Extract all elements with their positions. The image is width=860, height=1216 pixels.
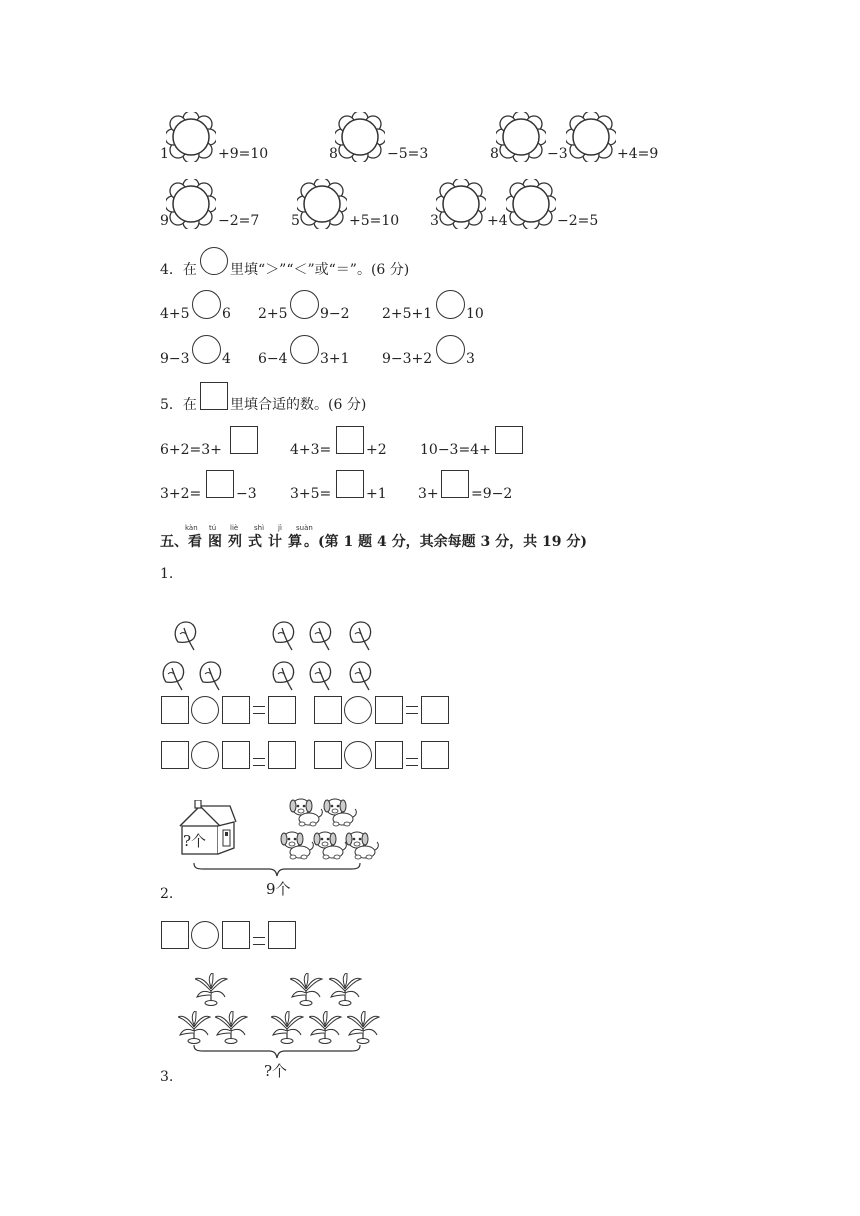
- answer-box-input[interactable]: [495, 426, 523, 454]
- equals-sign: [253, 937, 265, 945]
- q3-r1-i3-pre: 8: [490, 146, 499, 162]
- q4-r1-right: 10: [466, 306, 484, 322]
- q5-title-post: 里填合适的数。(6 分): [230, 397, 367, 413]
- q4-r2-left: 9−3: [160, 351, 190, 367]
- potted-plant-icon: [290, 973, 324, 1007]
- q5-r2-left: 3+5=: [290, 486, 332, 502]
- flower-circle-icon[interactable]: [496, 112, 546, 162]
- operator-circle-input[interactable]: [344, 741, 372, 769]
- title-char: 算: [288, 534, 302, 550]
- potted-plant-icon: [309, 1011, 343, 1045]
- potted-plant-icon: [195, 973, 229, 1007]
- q4-r1-right: 6: [222, 306, 231, 322]
- answer-box-input[interactable]: [230, 426, 258, 454]
- q5-r2-left: 3+2=: [160, 486, 202, 502]
- pinyin: shì: [254, 524, 265, 532]
- q4-r2-right: 4: [222, 351, 231, 367]
- potted-plant-icon: [347, 1011, 381, 1045]
- q5-r2-right: =9−2: [471, 486, 513, 502]
- answer-box-input[interactable]: [268, 741, 296, 769]
- flower-circle-icon[interactable]: [166, 179, 216, 229]
- operator-circle-input[interactable]: [191, 741, 219, 769]
- q4-r1-left: 2+5: [258, 306, 288, 322]
- answer-box-input[interactable]: [336, 470, 364, 498]
- answer-box-input[interactable]: [421, 741, 449, 769]
- equals-sign: [253, 758, 265, 766]
- q3-r2-i2-post: +5=10: [349, 213, 400, 229]
- q4-r2-right: 3: [466, 351, 475, 367]
- dog-icon: [321, 795, 359, 829]
- q3-r2-i1-pre: 9: [160, 213, 169, 229]
- q3-r1-i1-pre: 1: [160, 146, 169, 162]
- answer-box-input[interactable]: [222, 741, 250, 769]
- answer-box-input[interactable]: [421, 696, 449, 724]
- compare-circle-input[interactable]: [290, 335, 319, 364]
- operator-circle-input[interactable]: [344, 696, 372, 724]
- operator-circle-input[interactable]: [191, 921, 219, 949]
- equals-sign: [406, 706, 418, 714]
- brace-icon: [193, 862, 361, 878]
- answer-box-input[interactable]: [375, 741, 403, 769]
- q4-r2-right: 3+1: [320, 351, 350, 367]
- answer-box-input[interactable]: [441, 470, 469, 498]
- leaf-icon: [307, 620, 337, 654]
- q3-r2-i3-post: −2=5: [557, 213, 599, 229]
- answer-box-input[interactable]: [268, 921, 296, 949]
- q5-r1-left: 6+2=3+: [160, 442, 222, 458]
- answer-box-input[interactable]: [268, 696, 296, 724]
- q3-r1-i2-pre: 8: [329, 146, 338, 162]
- q4-r2-left: 6−4: [258, 351, 288, 367]
- q5-r2-right: −3: [236, 486, 257, 502]
- brace-icon: [193, 1044, 361, 1060]
- leaf-icon: [172, 620, 202, 654]
- leaf-icon: [160, 660, 190, 694]
- q3-total: ?个: [264, 1062, 288, 1080]
- q4-r1-left: 4+5: [160, 306, 190, 322]
- section-prefix: 五、: [160, 534, 188, 550]
- answer-box-input[interactable]: [222, 696, 250, 724]
- q2-label: 2.: [160, 886, 174, 902]
- flower-circle-icon[interactable]: [506, 179, 556, 229]
- answer-box-input[interactable]: [222, 921, 250, 949]
- dog-icon: [287, 795, 325, 829]
- section-suffix: 。(第 1 题 4 分，其余每题 3 分，共 19 分): [304, 534, 587, 550]
- flower-circle-icon[interactable]: [297, 179, 347, 229]
- answer-box-input[interactable]: [161, 741, 189, 769]
- q5-r1-left: 4+3=: [290, 442, 332, 458]
- pinyin: jì: [278, 524, 282, 532]
- equals-sign: [253, 706, 265, 714]
- q2-total: 9个: [266, 880, 291, 898]
- answer-box-icon: [200, 382, 228, 410]
- title-char: 列: [228, 534, 242, 550]
- compare-circle-input[interactable]: [192, 335, 221, 364]
- leaf-icon: [307, 660, 337, 694]
- compare-circle-icon: [200, 247, 228, 275]
- pinyin: tú: [209, 524, 217, 532]
- section-title: [160, 534, 587, 550]
- pinyin: suàn: [296, 524, 313, 532]
- q5-r1-right: +2: [366, 442, 387, 458]
- dog-icon: [343, 828, 381, 862]
- q5-r2-right: +1: [366, 486, 387, 502]
- compare-circle-input[interactable]: [436, 335, 465, 364]
- flower-circle-icon[interactable]: [566, 112, 616, 162]
- q5-title-pre: 5．在: [160, 397, 197, 413]
- q3-r1-i1-post: +9=10: [218, 146, 269, 162]
- q4-title-pre: 4．在: [160, 262, 197, 278]
- title-char: 图: [208, 534, 222, 550]
- q1-label: 1.: [160, 566, 174, 582]
- answer-box-input[interactable]: [314, 741, 342, 769]
- q3-label: 3.: [160, 1069, 174, 1085]
- operator-circle-input[interactable]: [191, 696, 219, 724]
- potted-plant-icon: [329, 973, 363, 1007]
- compare-circle-input[interactable]: [192, 290, 221, 319]
- leaf-icon: [197, 660, 227, 694]
- leaf-icon: [270, 620, 300, 654]
- flower-circle-icon[interactable]: [166, 112, 216, 162]
- answer-box-input[interactable]: [375, 696, 403, 724]
- q3-r2-i2-pre: 5: [291, 213, 300, 229]
- q4-title-post: 里填“＞”“＜”或“＝”。(6 分): [230, 262, 410, 278]
- q4-r1-right: 9−2: [320, 306, 350, 322]
- title-char: 计: [268, 534, 282, 550]
- q3-r2-i3-mid: +4: [487, 213, 508, 229]
- compare-circle-input[interactable]: [436, 290, 465, 319]
- q3-r1-i2-post: −5=3: [387, 146, 429, 162]
- leaf-icon: [270, 660, 300, 694]
- pinyin: liè: [230, 524, 239, 532]
- flower-circle-icon[interactable]: [436, 179, 486, 229]
- q4-r2-left: 9−3+2: [382, 351, 433, 367]
- q3-r2-i1-post: −2=7: [218, 213, 260, 229]
- q3-r2-i3-pre: 3: [430, 213, 439, 229]
- title-char: 式: [248, 534, 262, 550]
- house-question: ?个: [183, 832, 207, 850]
- leaf-icon: [347, 660, 377, 694]
- pinyin: kàn: [185, 524, 198, 532]
- potted-plant-icon: [271, 1011, 305, 1045]
- flower-circle-icon[interactable]: [335, 112, 385, 162]
- equals-sign: [406, 758, 418, 766]
- q3-r1-i3-mid: −3: [547, 146, 568, 162]
- title-char: 看: [188, 534, 202, 550]
- answer-box-input[interactable]: [161, 921, 189, 949]
- q3-r1-i3-post: +4=9: [617, 146, 659, 162]
- q5-r1-left: 10−3=4+: [420, 442, 491, 458]
- answer-box-input[interactable]: [161, 696, 189, 724]
- q4-r1-left: 2+5+1: [382, 306, 433, 322]
- q5-r2-left: 3+: [418, 486, 439, 502]
- answer-box-input[interactable]: [336, 426, 364, 454]
- answer-box-input[interactable]: [314, 696, 342, 724]
- answer-box-input[interactable]: [206, 470, 234, 498]
- potted-plant-icon: [178, 1011, 212, 1045]
- potted-plant-icon: [215, 1011, 249, 1045]
- leaf-icon: [347, 620, 377, 654]
- compare-circle-input[interactable]: [290, 290, 319, 319]
